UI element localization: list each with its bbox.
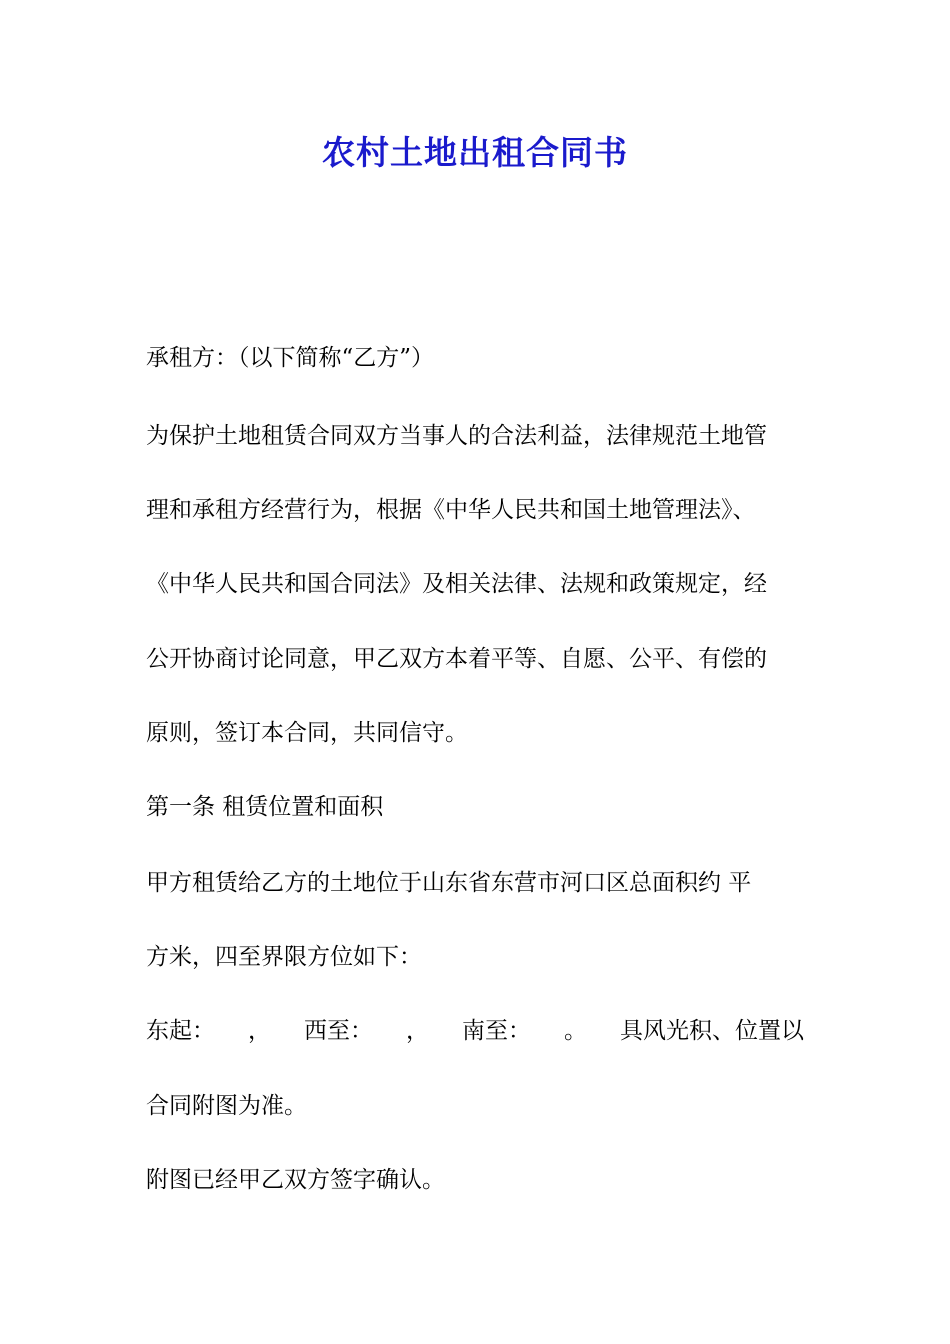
article-heading: 第一条 租赁位置和面积: [146, 794, 384, 820]
boundary-west: 西至：: [304, 1018, 373, 1044]
boundary-comma: ，: [406, 1018, 429, 1044]
paragraph-line-lessee: 承租方：（以下简称“乙方”）: [146, 345, 435, 371]
paragraph-line: 理和承租方经营行为，根据《中华人民共和国土地管理法》、: [146, 497, 756, 523]
paragraph-line: 方米，四至界限方位如下：: [146, 944, 422, 970]
paragraph-line: 原则，签订本合同，共同信守。: [146, 720, 468, 746]
boundary-rest: 具风光积、位置以: [620, 1018, 804, 1044]
boundary-line: [146, 1014, 804, 1048]
boundary-comma: ，: [248, 1018, 271, 1044]
paragraph-line: 公开协商讨论同意，甲乙双方本着平等、自愿、公平、有偿的: [146, 646, 767, 672]
paragraph-line: 合同附图为准。: [146, 1093, 307, 1119]
paragraph-line: 甲方租赁给乙方的土地位于山东省东营市河口区总面积约 平: [146, 870, 752, 896]
boundary-period: 。: [564, 1018, 587, 1044]
document-title: 农村土地出租合同书: [322, 133, 628, 172]
boundary-east: 东起：: [146, 1018, 215, 1044]
paragraph-line: 《中华人民共和国合同法》及相关法律、法规和政策规定，经: [146, 571, 767, 597]
paragraph-line: 附图已经甲乙双方签字确认。: [146, 1167, 445, 1193]
boundary-south: 南至：: [462, 1018, 531, 1044]
paragraph-line: 为保护土地租赁合同双方当事人的合法利益，法律规范土地管: [146, 423, 767, 449]
